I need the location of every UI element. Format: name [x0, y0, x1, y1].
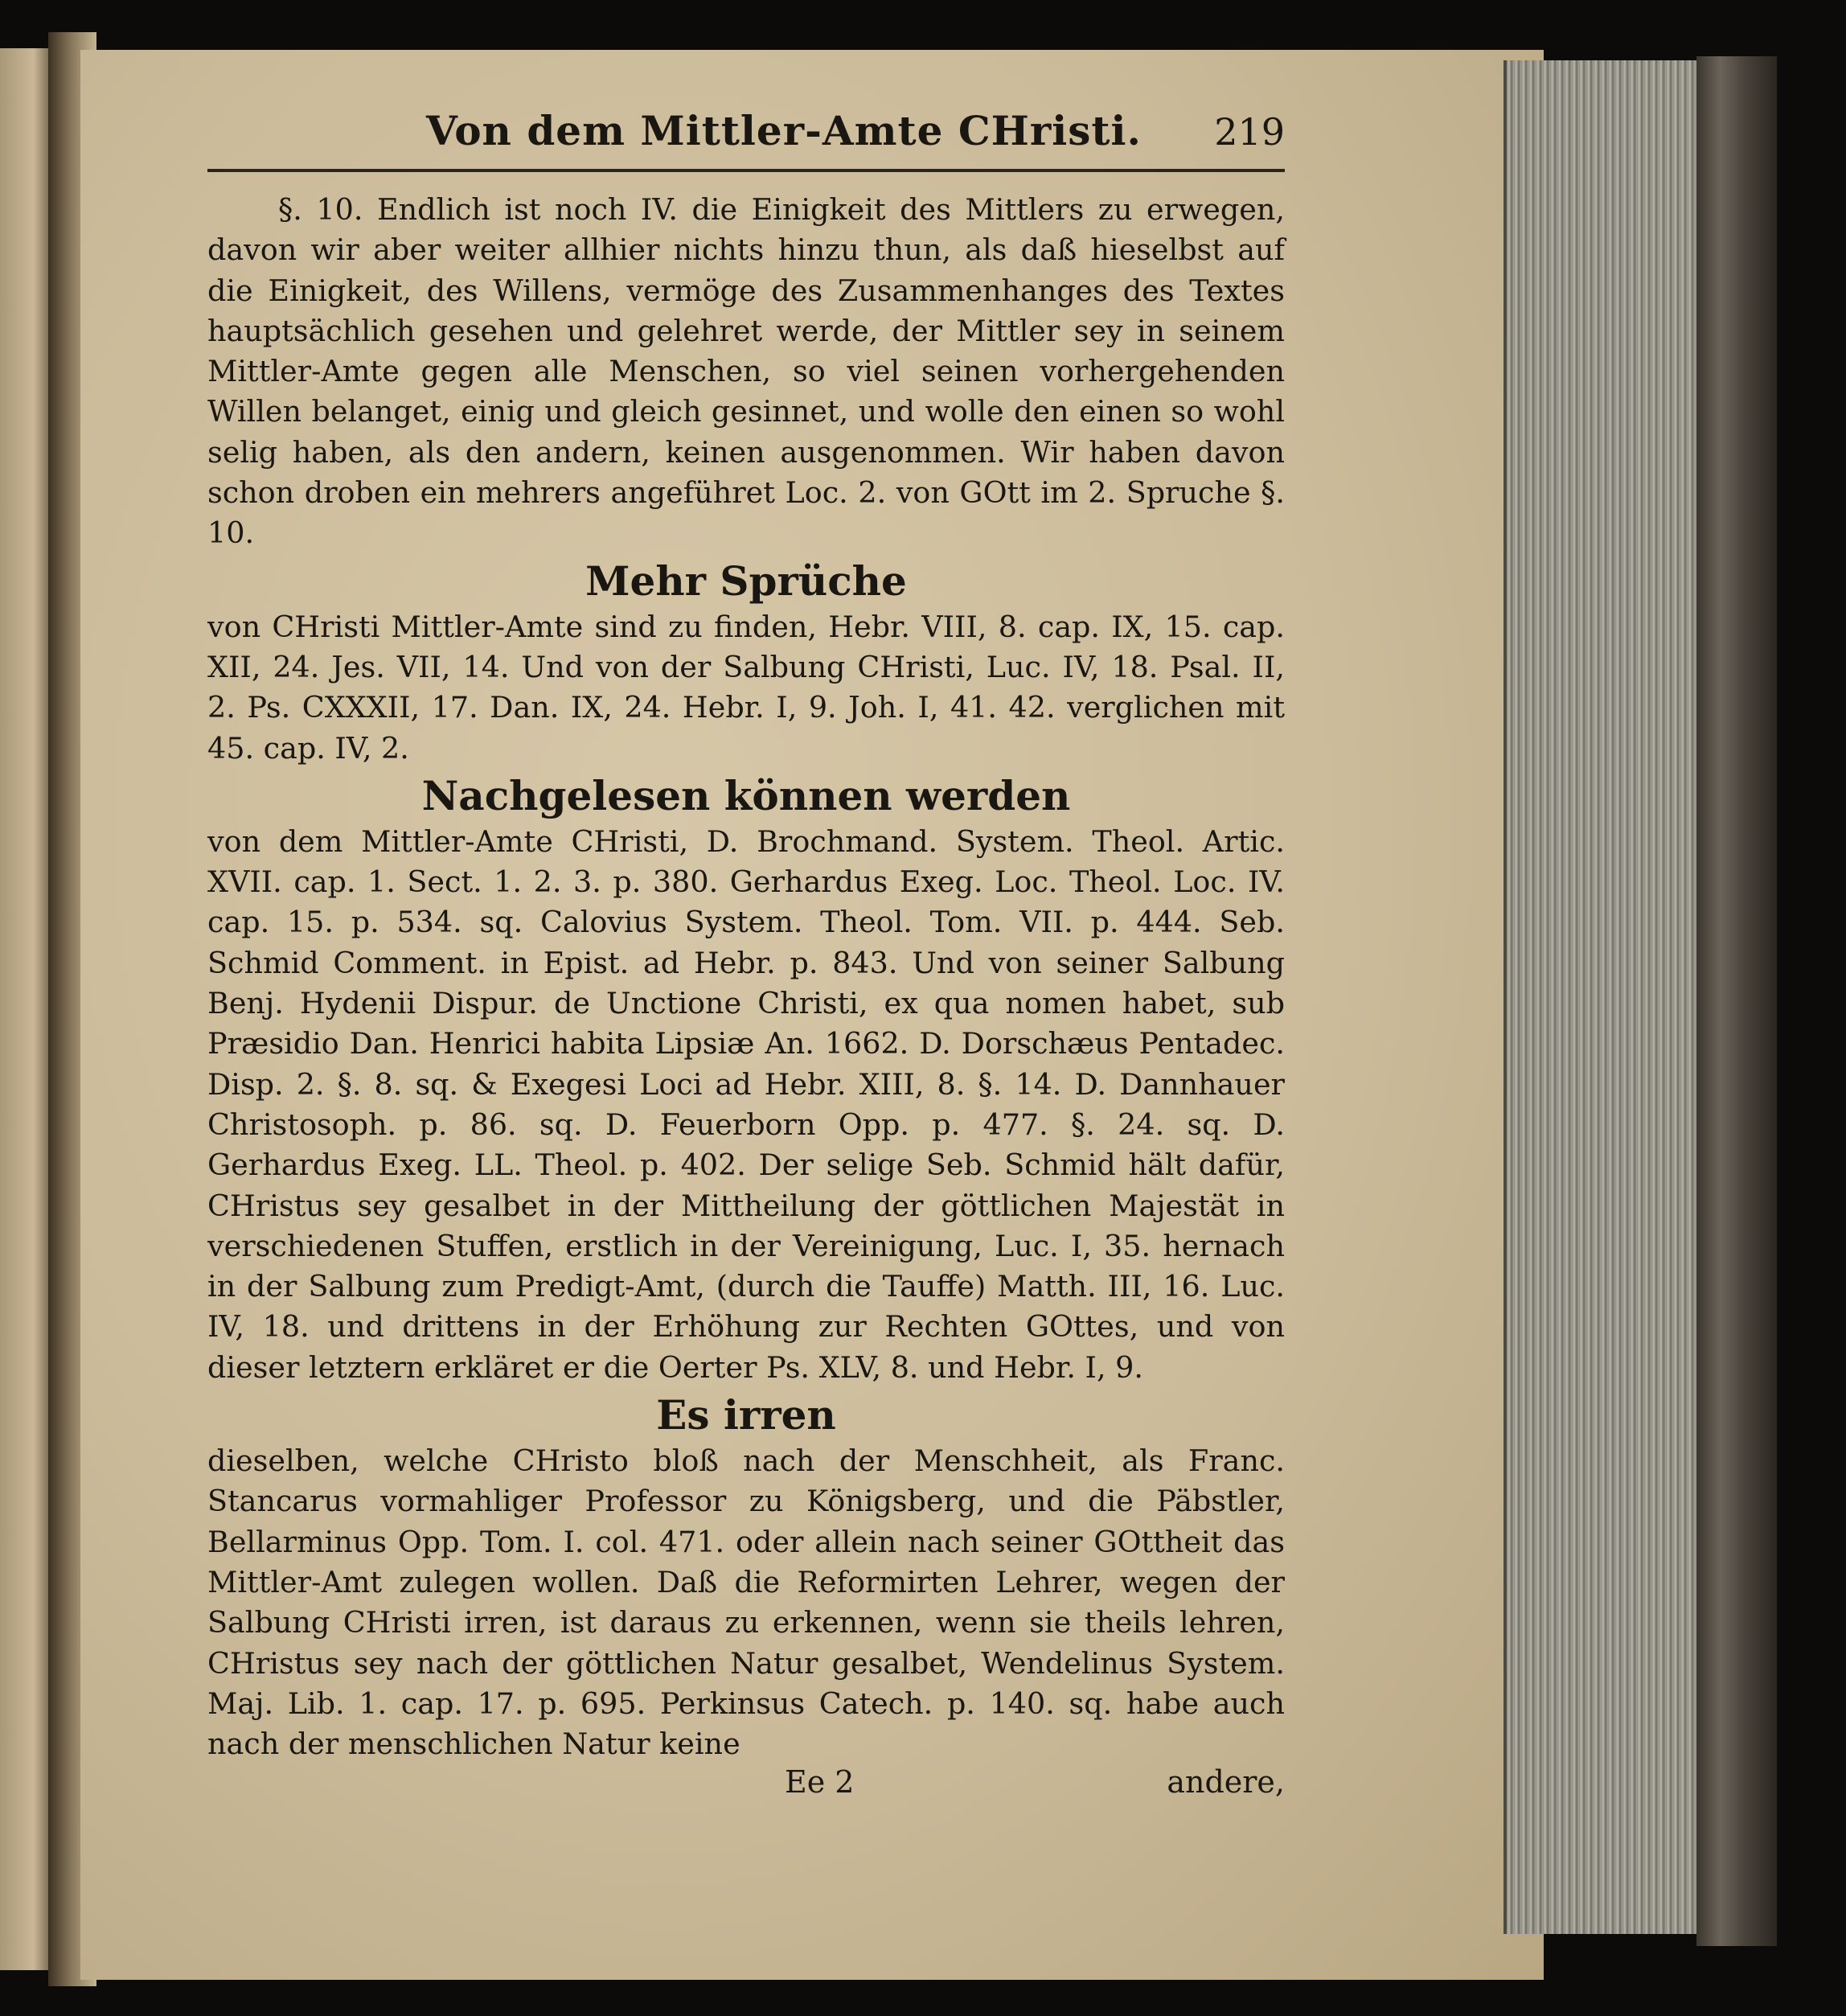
page-number: 219 [1214, 110, 1285, 154]
paragraph-nachgelesen: von dem Mittler-Amte CHristi, D. Brochmand. System. Theol. Artic. XVII. cap. 1. Sect. 1. 2. 3. p. 380. Gerhardus Exeg. Loc. Theol. Loc. IV. cap. 15. p. 534. sq. Calovius System. Theol. Tom. VII. p. 444. Seb. Schmid Comment. in Epist. ad Hebr. p. 843. Und von seiner Salbung Benj. Hydenii Dispur. de Unctione Christi, ex qua nomen habet, sub Præsidio Dan. Henrici habita Lipsiæ An. 1662. D. Dorschæus Pentadec. Disp. 2. §. 8. sq. & Exegesi Loci ad Hebr. XIII, 8. §. 14. D. Dannhauer Christosoph. p. 86. sq. D. Feuerborn Opp. p. 477. §. 24. sq. D. Gerhardus Exeg. LL. Theol. p. 402. Der selige Seb. Schmid hält dafür, CHristus sey gesalbet in der Mittheilung der göttlichen Majestät in verschiedenen Stuffen, erstlich in der Vereinigung, Luc. I, 35. hernach in der Salbung zum Predigt-Amt, (durch die Tauffe) Matth. III, 16. Luc. IV, 18. und drittens in der Erhöhung zur Rechten GOttes, und von dieser letztern erkläret er die Oerter Ps. XLV, 8. und Hebr. I, 9. [207, 823, 1285, 1385]
heading-nachgelesen: Nachgelesen können werden [421, 771, 1071, 819]
heading-es-irren: Es irren [656, 1391, 836, 1439]
heading-mehr-sprueche: Mehr Sprüche [585, 556, 907, 605]
running-head: Von dem Mittler-Amte CHristi. [426, 107, 1142, 154]
page-text-block [207, 101, 1285, 1806]
paragraph-es-irren: dieselben, welche CHristo bloß nach der Menschheit, als Franc. Stancarus vormahliger Professor zu Königsberg, und die Päbstler, Bellarminus Opp. Tom. I. col. 471. oder allein nach seiner GOttheit das Mittler-Amt zulegen wollen. Daß die Reformirten Lehrer, wegen der Salbung CHristi irren, ist daraus zu erkennen, wenn sie theils lehren, CHristus sey nach der göttlichen Natur gesalbet, Wendelinus System. Maj. Lib. 1. cap. 17. p. 695. Perkinsus Catech. p. 140. sq. habe auch nach der menschlichen Natur keine [207, 1443, 1285, 1762]
book-cover [1696, 56, 1777, 1946]
paragraph-einigkeit: §. 10. Endlich ist noch IV. die Einigkeit des Mittlers zu erwegen, davon wir aber weiter allhier nichts hinzu thun, als daß hieselbst auf die Einigkeit, des Willens, vermöge des Zusammenhanges des Textes hauptsächlich gesehen und gelehret werde, der Mittler sey in seinem Mittler-Amte gegen alle Menschen, so viel seinen vorhergehenden Willen belanget, einig und gleich gesinnet, und wolle den einen so wohl selig haben, als den andern, keinen ausgenommen. Wir haben davon schon droben ein mehrers angeführet Loc. 2. von GOtt im 2. Spruche §. 10. [207, 192, 1285, 551]
page-edges [1503, 60, 1708, 1934]
catchword: andere, [1167, 1764, 1285, 1800]
page-footer [207, 1764, 1285, 1806]
paragraph-sprueche: von CHristi Mittler-Amte sind zu finden, Hebr. VIII, 8. cap. IX, 15. cap. XII, 24. Jes. VII, 14. Und von der Salbung CHristi, Luc. IV, 18. Psal. II, 2. Ps. CXXXII, 17. Dan. IX, 24. Hebr. I, 9. Joh. I, 41. 42. verglichen mit 45. cap. IV, 2. [207, 609, 1285, 766]
body-text [207, 190, 1285, 1764]
page-header [207, 101, 1285, 172]
signature-mark: Ee 2 [785, 1764, 855, 1800]
